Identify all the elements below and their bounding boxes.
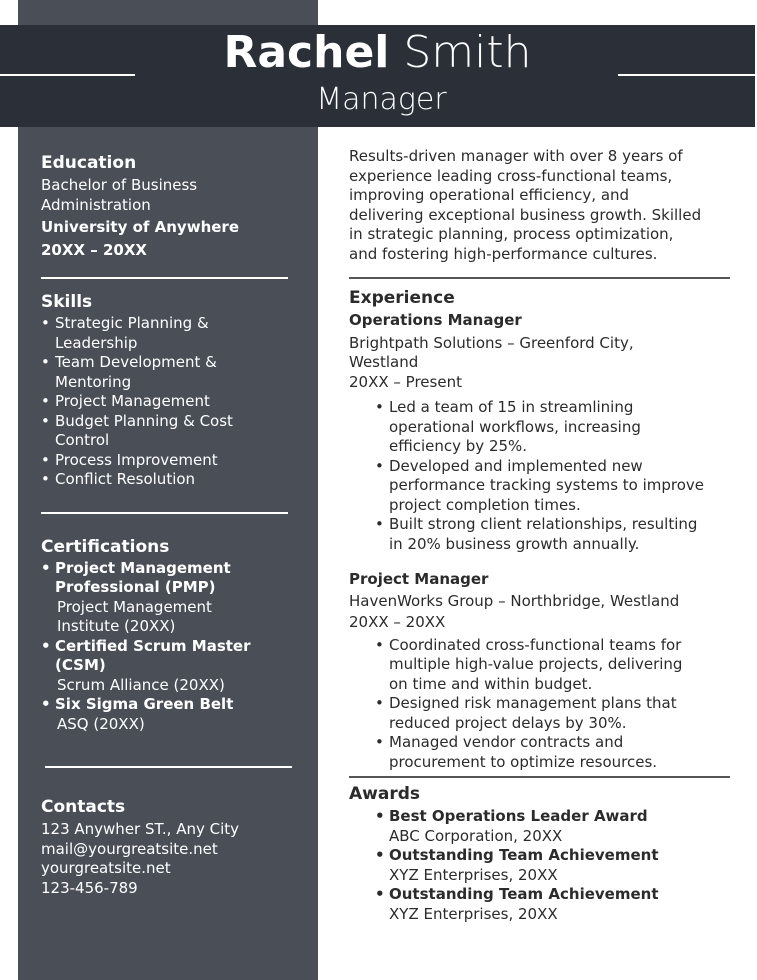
address: 123 Anywher ST., Any City <box>41 820 240 838</box>
job-bullet: • Developed and implemented new performance tracking systems to improve project completion times. <box>349 457 739 516</box>
skills-heading: Skills <box>41 292 93 312</box>
certifications-section <box>41 536 309 735</box>
job-role: Operations Manager <box>349 311 522 329</box>
award-name: • Best Operations Leader Award <box>349 807 739 827</box>
education-heading: Education <box>41 153 137 173</box>
award-name: • Outstanding Team Achievement <box>349 885 739 905</box>
divider <box>349 776 730 778</box>
skill-item: • Conflict Resolution <box>15 470 309 490</box>
right-column <box>349 147 739 924</box>
job-role: Project Manager <box>349 570 489 588</box>
job-bullet: • Managed vendor contracts and procurement to optimize resources. <box>349 733 739 772</box>
job-bullet: • Built strong client relationships, resulting in 20% business growth annually. <box>349 515 739 554</box>
left-column <box>41 152 309 898</box>
awards-heading: Awards <box>349 784 421 804</box>
cert-name: • Certified Scrum Master (CSM) <box>15 637 309 676</box>
skills-section <box>41 291 309 490</box>
award-org: XYZ Enterprises, 20XX <box>389 865 558 884</box>
job-bullet: • Designed risk management plans that reduced project delays by 30%. <box>349 694 739 733</box>
job-dates: 20XX – 20XX <box>349 613 446 631</box>
divider <box>41 512 288 514</box>
award-org: ABC Corporation, 20XX <box>389 826 563 845</box>
summary: Results-driven manager with over 8 years of experience leading cross-functional teams, improving operational efficiency, and delivering exceptional business growth. Skilled in strategic planning, process optimization, and fostering high-performance cultures. <box>349 147 702 263</box>
job-company: HavenWorks Group – Northbridge, Westland <box>349 591 680 610</box>
phone: 123-456-789 <box>41 878 138 897</box>
contacts-section <box>41 796 309 898</box>
cert-issuer: Scrum Alliance (20XX) <box>57 675 225 694</box>
degree: Bachelor of Business Administration <box>41 176 198 214</box>
skill-item: • Project Management <box>15 392 309 412</box>
divider <box>349 277 730 279</box>
contacts-heading: Contacts <box>41 797 126 817</box>
cert-issuer: ASQ (20XX) <box>57 714 145 733</box>
experience-heading: Experience <box>349 288 455 308</box>
job-bullet: • Led a team of 15 in streamlining operational workflows, increasing efficiency by 25%. <box>349 398 739 457</box>
website: yourgreatsite.net <box>41 859 171 877</box>
school: University of Anywhere <box>41 218 239 236</box>
last-name: Smith <box>403 27 532 78</box>
full-name <box>0 29 755 77</box>
cert-issuer: Project Management Institute (20XX) <box>57 597 212 635</box>
education-section <box>41 152 309 260</box>
award-org: XYZ Enterprises, 20XX <box>389 904 558 923</box>
certifications-heading: Certifications <box>41 536 170 557</box>
job-title: Manager <box>316 82 447 117</box>
job-company: Brightpath Solutions – Greenford City, Westland <box>349 333 634 371</box>
cert-name: • Six Sigma Green Belt <box>15 695 309 715</box>
skill-item: • Team Development & Mentoring <box>15 353 309 392</box>
skill-item: • Budget Planning & Cost Control <box>15 412 309 451</box>
cert-name: • Project Management Professional (PMP) <box>15 559 309 598</box>
awards-section <box>349 783 739 924</box>
skill-item: • Strategic Planning & Leadership <box>15 314 309 353</box>
divider <box>41 277 288 279</box>
job-bullet: • Coordinated cross-functional teams for multiple high-value projects, delivering on time and within budget. <box>349 636 739 695</box>
first-name: Rachel <box>223 27 390 78</box>
education-years: 20XX – 20XX <box>41 240 147 259</box>
experience-section <box>349 287 739 772</box>
job-dates: 20XX – Present <box>349 372 462 391</box>
email: mail@yourgreatsite.net <box>41 839 218 858</box>
header-band <box>0 25 755 127</box>
award-name: • Outstanding Team Achievement <box>349 846 739 866</box>
skill-item: • Process Improvement <box>15 451 309 471</box>
divider <box>45 766 292 768</box>
